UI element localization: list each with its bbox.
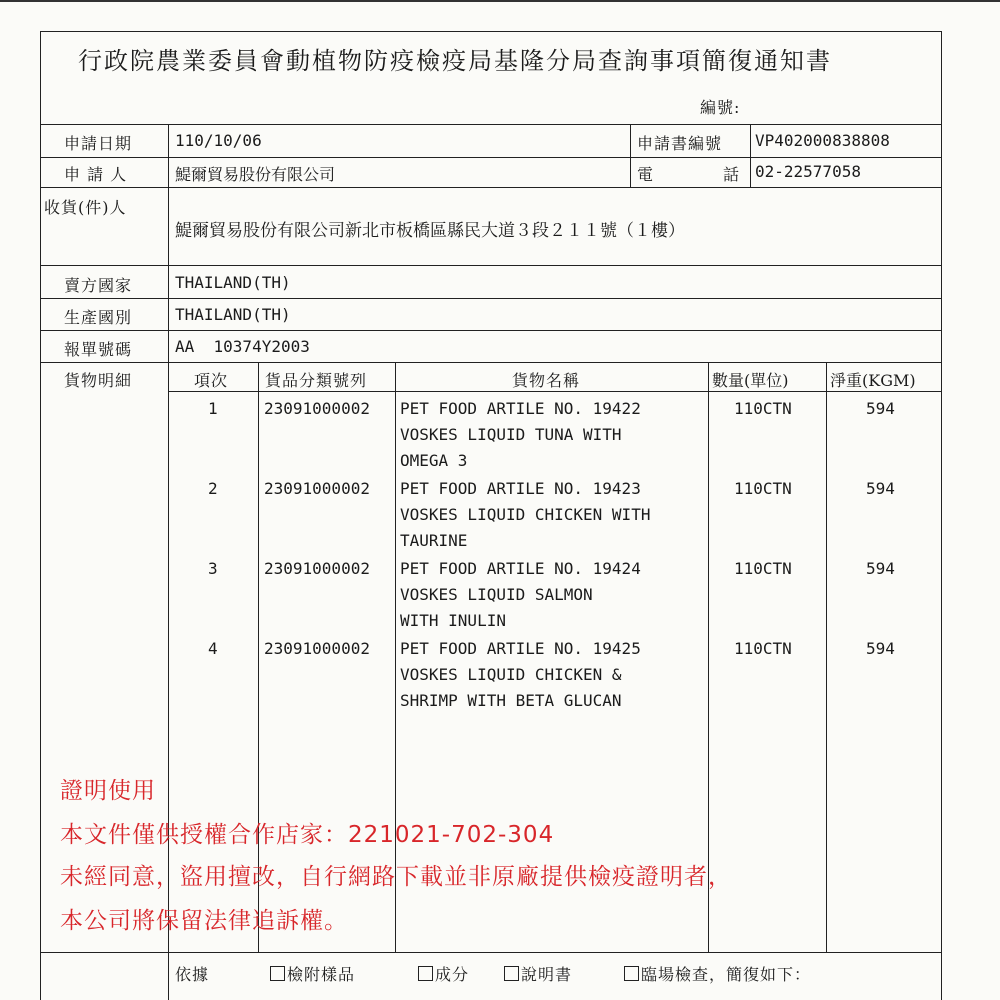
row-divider <box>40 187 942 188</box>
checkbox-manual <box>504 962 572 985</box>
seller-country-label: 賣方國家 <box>64 276 133 295</box>
header-net-weight: 淨重(KGM) <box>830 371 916 390</box>
origin-country-label: 生產國別 <box>64 308 133 327</box>
goods-item-quantity: 110CTN <box>734 399 792 418</box>
page-top-edge <box>0 0 1000 2</box>
goods-item-quantity: 110CTN <box>734 559 792 578</box>
goods-item-quantity: 110CTN <box>734 479 792 498</box>
goods-item-net-weight: 594 <box>866 639 895 658</box>
phone-value: 02-22577058 <box>755 162 861 181</box>
row-divider <box>40 124 942 125</box>
row-divider <box>40 330 942 331</box>
goods-item-name-line: PET FOOD ARTILE NO. 19422 <box>400 399 641 418</box>
origin-country-value: THAILAND(TH) <box>175 305 291 324</box>
goods-item-hs-code: 23091000002 <box>264 399 370 418</box>
declaration-number-value: AA 10374Y2003 <box>175 337 310 356</box>
document-title: 行政院農業委員會動植物防疫檢疫局基隆分局查詢事項簡復通知書 <box>78 47 832 75</box>
goods-item-name-line: VOSKES LIQUID CHICKEN & <box>400 665 622 684</box>
checkbox-icon <box>624 966 639 981</box>
checkbox-ingredients <box>418 962 469 985</box>
seller-country-value: THAILAND(TH) <box>175 273 291 292</box>
goods-item-name-line: PET FOOD ARTILE NO. 19425 <box>400 639 641 658</box>
checkbox-icon <box>270 966 285 981</box>
checkbox-ingredients-label: 成分 <box>435 965 470 984</box>
row-divider <box>40 362 942 363</box>
goods-item-name-line: VOSKES LIQUID CHICKEN WITH <box>400 505 651 524</box>
checkbox-manual-label: 說明書 <box>521 965 573 984</box>
goods-item-net-weight: 594 <box>866 399 895 418</box>
application-number-label: 申請書編號 <box>637 134 723 153</box>
header-hs-code: 貨品分類號列 <box>265 371 368 390</box>
row-divider <box>40 298 942 299</box>
goods-item-number: 3 <box>208 559 218 578</box>
column-divider <box>630 124 631 187</box>
goods-item-net-weight: 594 <box>866 559 895 578</box>
consignee-label: 收貨(件)人 <box>44 198 127 217</box>
declaration-number-label: 報單號碼 <box>64 340 133 359</box>
row-divider <box>40 952 942 953</box>
application-date-label: 申請日期 <box>64 134 133 153</box>
application-date-value: 110/10/06 <box>175 131 262 150</box>
header-item-no: 項次 <box>194 371 229 390</box>
column-divider <box>750 124 751 187</box>
goods-item-hs-code: 23091000002 <box>264 479 370 498</box>
checkbox-onsite-inspection-label: 臨場檢查，簡復如下： <box>641 965 812 984</box>
watermark-line-4: 本公司將保留法律追訴權。 <box>60 908 348 934</box>
phone-label-left: 電 <box>637 165 655 184</box>
goods-item-name-line: VOSKES LIQUID SALMON <box>400 585 593 604</box>
header-goods-name: 貨物名稱 <box>512 371 581 390</box>
goods-item-quantity: 110CTN <box>734 639 792 658</box>
goods-item-name-line: PET FOOD ARTILE NO. 19423 <box>400 479 641 498</box>
basis-label: 依據 <box>175 965 210 984</box>
column-divider <box>826 362 827 952</box>
row-divider <box>40 157 942 158</box>
consignee-value: 鯷爾貿易股份有限公司新北市板橋區縣民大道３段２１１號（１樓） <box>175 221 685 241</box>
checkbox-sample-label: 檢附樣品 <box>287 965 356 984</box>
checkbox-icon <box>504 966 519 981</box>
goods-item-number: 4 <box>208 639 218 658</box>
frame-right-border <box>941 31 942 1000</box>
goods-item-name-line: TAURINE <box>400 531 468 550</box>
application-number-value: VP402000838808 <box>755 131 890 150</box>
goods-item-hs-code: 23091000002 <box>264 559 370 578</box>
watermark-line-2: 本文件僅供授權合作店家：221021-702-304 <box>60 822 555 848</box>
goods-item-name-line: OMEGA 3 <box>400 451 468 470</box>
applicant-value: 鯷爾貿易股份有限公司 <box>175 165 336 184</box>
row-divider <box>40 265 942 266</box>
phone-label-right: 話 <box>723 165 741 184</box>
goods-detail-label: 貨物明細 <box>64 371 133 390</box>
checkbox-onsite-inspection <box>624 962 811 985</box>
frame-top-border <box>40 31 942 32</box>
watermark-line-1: 證明使用 <box>60 778 156 804</box>
goods-item-name-line: VOSKES LIQUID TUNA WITH <box>400 425 622 444</box>
header-quantity: 數量(單位) <box>712 371 789 390</box>
frame-left-border <box>40 31 41 1000</box>
goods-item-name-line: PET FOOD ARTILE NO. 19424 <box>400 559 641 578</box>
goods-item-net-weight: 594 <box>866 479 895 498</box>
goods-item-name-line: WITH INULIN <box>400 611 506 630</box>
applicant-label: 申 請 人 <box>64 165 128 184</box>
goods-item-number: 1 <box>208 399 218 418</box>
goods-item-name-line: SHRIMP WITH BETA GLUCAN <box>400 691 622 710</box>
serial-number-label: 編號: <box>700 98 741 117</box>
goods-item-number: 2 <box>208 479 218 498</box>
checkbox-sample <box>270 962 355 985</box>
goods-item-hs-code: 23091000002 <box>264 639 370 658</box>
watermark-line-3: 未經同意，盜用擅改，自行網路下載並非原廠提供檢疫證明者， <box>60 864 732 890</box>
checkbox-icon <box>418 966 433 981</box>
